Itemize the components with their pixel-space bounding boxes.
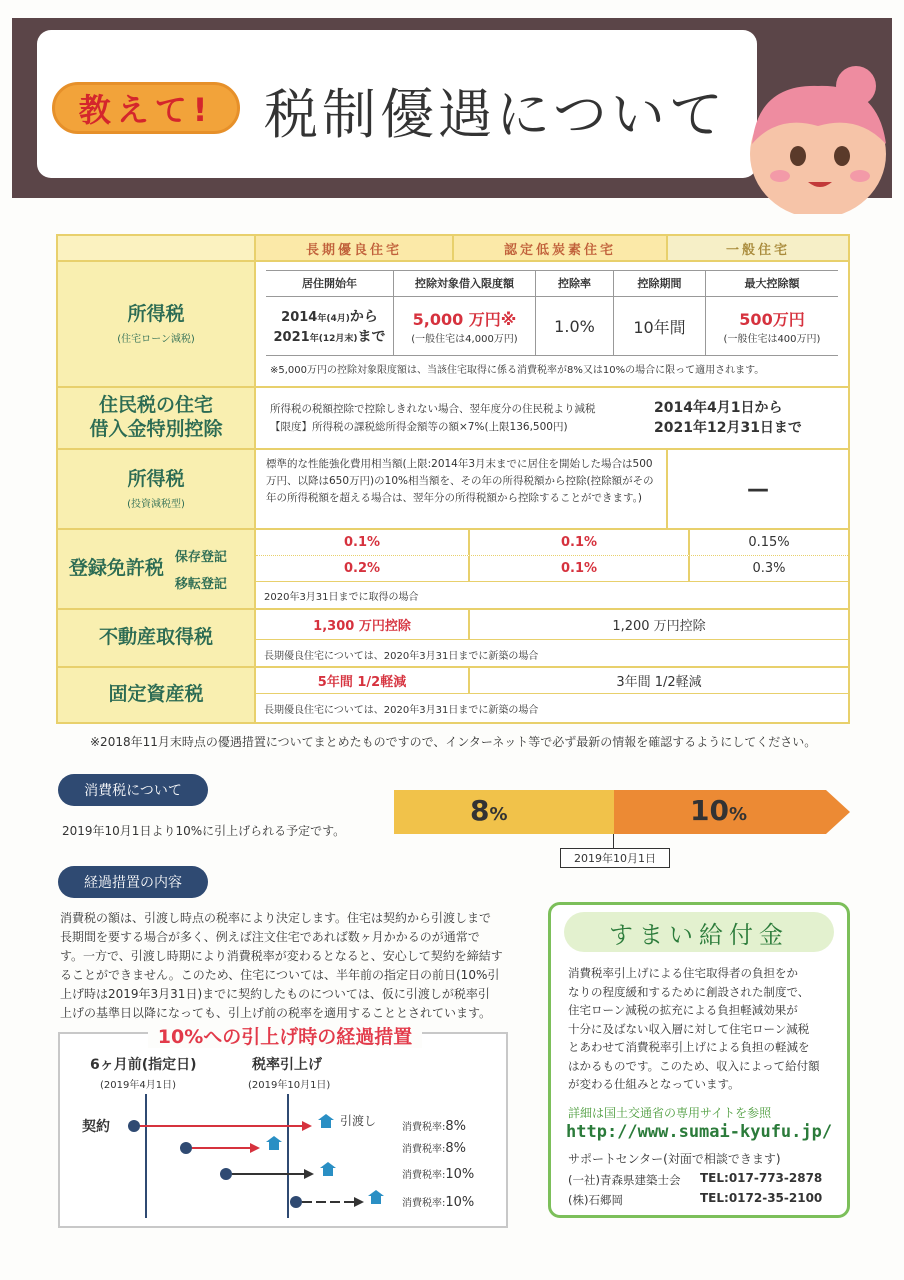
label-resident-tax-l1: 住民税の住宅 xyxy=(98,394,213,417)
reg-trans-lowcarbon: 0.1% xyxy=(470,556,690,581)
disclaimer: ※2018年11月末時点の優遇措置についてまとめたものですので、インターネット等で必ず最新の情報を確認するようにしてください。 xyxy=(90,735,817,749)
kyufu-line-4: 十分に及ばない収入層に対して住宅ローン減税 xyxy=(568,1021,810,1036)
diagram-delivery-label: 引渡し xyxy=(340,1114,377,1128)
registration-note: 2020年3月31日までに取得の場合 xyxy=(264,592,419,603)
diagram-col1-label: 6ヶ月前(指定日) xyxy=(90,1057,197,1073)
mascot-face-icon xyxy=(738,64,888,214)
col-low-carbon-housing: 認定低炭素住宅 xyxy=(454,236,668,260)
rate-row-4-value: 10% xyxy=(445,1195,475,1210)
label-income-tax: 所得税 xyxy=(127,303,185,326)
rate-row-3 xyxy=(402,1166,474,1182)
loan-start-period xyxy=(266,297,393,355)
loan-col-start xyxy=(266,271,394,355)
reg-trans-general: 0.3% xyxy=(752,561,786,576)
registration-sub-labels xyxy=(175,546,254,592)
diagram-title: 10%への引上げ時の経過措置 xyxy=(148,1022,422,1048)
period-year1: 2014 xyxy=(281,310,318,325)
kyufu-support xyxy=(568,1150,781,1167)
reg-pres-lowcarbon: 0.1% xyxy=(470,530,690,555)
transition-line-3: す。一方で、引渡し時期により消費税率が変わるとなると、安心して契約を締結す xyxy=(60,949,503,963)
prop-other: 3年間 1/2軽減 xyxy=(616,675,702,690)
period-month2: 年(12月末) xyxy=(309,334,358,344)
loan-head-max: 最大控除額 xyxy=(706,271,838,297)
income-tax-loan-content xyxy=(256,262,848,386)
row-resident-tax xyxy=(58,388,848,450)
reg-pres-long: 0.1% xyxy=(256,530,470,555)
acquisition-values xyxy=(256,610,848,640)
loan-term-value: 10年間 xyxy=(633,317,686,337)
resident-tax-date-l2: 2021年12月31日まで xyxy=(654,420,802,436)
table-header-row xyxy=(58,236,848,262)
diagram-col2-date: (2019年10月1日) xyxy=(248,1080,331,1091)
property-note: 長期優良住宅については、2020年3月31日までに新築の場合 xyxy=(264,705,539,716)
diagram-contract-label: 契約 xyxy=(82,1119,110,1135)
consumption-tax-text: 2019年10月1日より10%に引上げられる予定です。 xyxy=(62,824,346,838)
rate-after-unit: % xyxy=(728,804,748,825)
resident-tax-text-l2: 【限度】所得税の課税総所得金額等の額×7%(上限136,500円) xyxy=(270,421,568,433)
tax-rate-bar xyxy=(394,790,850,834)
loan-col-max xyxy=(706,271,838,355)
label-resident-tax-l2: 借入金特別控除 xyxy=(89,418,223,440)
transition-line-5: 上げ時は2019年3月31日)までに契約したものについては、仮に引渡しが税率引 xyxy=(60,987,490,1001)
loan-max-note: (一般住宅は400万円) xyxy=(723,334,821,345)
rate-row-1 xyxy=(402,1118,466,1134)
label-acquisition-tax: 不動産取得税 xyxy=(98,626,213,649)
resident-tax-dates xyxy=(654,398,834,438)
loan-inner-table xyxy=(266,270,838,356)
kyufu-line-6: はかるものです。このため、収入によって給付額 xyxy=(568,1058,820,1073)
kyufu-url-link[interactable]: http://www.sumai-kyufu.jp/ xyxy=(566,1122,833,1142)
reg-pres-general: 0.15% xyxy=(748,535,790,550)
row-label-property xyxy=(58,668,256,722)
transition-line-1: 消費税の額は、引渡し時点の税率により決定します。住宅は契約から引渡しまで xyxy=(60,911,492,925)
registration-row-preservation xyxy=(256,530,848,556)
loan-limit-note: (一般住宅は4,000万円) xyxy=(411,334,518,345)
row-registration-tax xyxy=(58,530,848,610)
diagram-col1-date: (2019年4月1日) xyxy=(100,1080,176,1091)
label-income-tax-sub: (住宅ローン減税) xyxy=(117,333,195,345)
col-general-housing: 一般住宅 xyxy=(668,236,848,260)
kyufu-title: すまい給付金 xyxy=(564,912,834,952)
registration-content xyxy=(256,530,848,608)
row-label-income-tax-invest xyxy=(58,450,256,528)
period-year2: 2021 xyxy=(273,330,310,345)
rate-row-2-label: 消費税率: xyxy=(402,1144,446,1155)
invest-text: 標準的な性能強化費用相当額(上限:2014年3月末までに居住を開始した場合は500万円、以降は650万円)の10%相当額を、その年の所得税額から控除(控除額がその年の所得税額を超える場合は、翌年分の所得税額から控除することができます。) xyxy=(256,450,668,528)
loan-col-rate xyxy=(536,271,614,355)
table-corner xyxy=(58,236,256,260)
teach-badge-label: 教えて! xyxy=(78,91,214,129)
loan-head-limit: 控除対象借入限度額 xyxy=(394,271,535,297)
kyufu-org1: (一社)青森県建築士会 xyxy=(568,1173,681,1187)
transition-line-4: ることができません。このため、住宅については、半年前の指定日の前日(10%引 xyxy=(60,968,500,982)
rate-row-4 xyxy=(402,1194,474,1210)
label-preservation-registration: 保存登記 xyxy=(174,550,227,565)
resident-tax-text xyxy=(270,400,654,436)
label-income-tax-invest-sub: (投資減税型) xyxy=(127,498,185,510)
invest-general: — xyxy=(747,476,769,502)
kyufu-line-5: とあわせて消費税率引上げによる負担の軽減を xyxy=(568,1040,810,1054)
rate-row-2 xyxy=(402,1140,466,1156)
row-label-resident-tax xyxy=(58,388,256,448)
rate-before-unit: % xyxy=(489,804,508,825)
transition-timeline xyxy=(58,1090,418,1220)
tax-benefit-table xyxy=(56,234,850,724)
loan-rate-value: 1.0% xyxy=(554,316,595,336)
rate-after-value: 10 xyxy=(690,794,729,827)
acquisition-content xyxy=(256,610,848,666)
kyufu-line-3: 住宅ローン減税の拡充による負担軽減効果が xyxy=(568,1003,798,1017)
resident-tax-date-l1: 2014年4月1日から xyxy=(654,400,783,416)
row-label-income-tax-loan xyxy=(58,262,256,386)
rate-row-2-value: 8% xyxy=(445,1141,466,1156)
row-income-tax-invest xyxy=(58,450,848,530)
row-acquisition-tax xyxy=(58,610,848,668)
rate-row-3-value: 10% xyxy=(445,1167,475,1182)
income-tax-invest-content xyxy=(256,450,848,528)
row-label-acquisition xyxy=(58,610,256,666)
col-long-term-housing: 長期優良住宅 xyxy=(256,236,454,260)
resident-tax-text-l1: 所得税の税額控除で控除しきれない場合、翌年度分の住民税より減税 xyxy=(270,403,596,415)
kyufu-line-2: なりの程度緩和するために創設された制度で、 xyxy=(568,984,810,999)
loan-head-rate: 控除率 xyxy=(536,271,613,297)
acq-long: 1,300 万円控除 xyxy=(256,610,470,639)
rate-row-1-label: 消費税率: xyxy=(402,1122,446,1133)
label-registration: 登録免許税 xyxy=(68,557,164,580)
kyufu-tel1: TEL:017-773-2878 xyxy=(700,1171,823,1185)
registration-row-transfer xyxy=(256,556,848,582)
row-property-tax xyxy=(58,668,848,722)
acquisition-note: 長期優良住宅については、2020年3月31日までに新築の場合 xyxy=(264,651,539,662)
loan-col-limit xyxy=(394,271,536,355)
kyufu-tel2: TEL:0172-35-2100 xyxy=(700,1191,823,1205)
acq-other: 1,200 万円控除 xyxy=(612,619,706,634)
kyufu-detail: 詳細は国土交通省の専用サイトを参照 xyxy=(568,1106,772,1120)
label-income-tax-invest: 所得税 xyxy=(127,468,185,491)
teach-badge xyxy=(52,82,240,134)
page-title: 税制優遇について xyxy=(264,83,727,146)
kyufu-support-note: (対面で相談できます) xyxy=(663,1152,781,1166)
rate-before xyxy=(470,794,508,827)
transition-line-2: 長期間を要する場合が多く、例えば注文住宅であれば数ヶ月かかるのが通常で xyxy=(60,930,480,944)
resident-tax-content xyxy=(256,388,848,448)
prop-long: 5年間 1/2軽減 xyxy=(256,668,470,693)
transition-line-6: 上げの基準日以降になっても、引上げ前の税率を適用することとされています。 xyxy=(60,1006,492,1020)
kyufu-line-1: 消費税率引上げによる住宅取得者の負担をか xyxy=(568,966,798,980)
rate-change-date: 2019年10月1日 xyxy=(560,848,670,868)
kyufu-line-7: が変わる仕組みとなっています。 xyxy=(568,1077,740,1091)
loan-head-term: 控除期間 xyxy=(614,271,705,297)
property-values xyxy=(256,668,848,694)
kyufu-org2: (株)石郷岡 xyxy=(568,1193,623,1207)
row-income-tax-loan xyxy=(58,262,848,388)
transition-paragraph xyxy=(60,909,530,1023)
period-month1: 年(4月) xyxy=(317,314,350,324)
rate-row-4-label: 消費税率: xyxy=(402,1198,446,1209)
loan-head-start: 居住開始年 xyxy=(266,271,393,297)
row-label-registration xyxy=(58,530,256,608)
rate-before-value: 8 xyxy=(470,794,490,827)
loan-col-term xyxy=(614,271,706,355)
transition-pill: 経過措置の内容 xyxy=(58,866,208,898)
kyufu-text xyxy=(568,964,838,1094)
rate-row-3-label: 消費税率: xyxy=(402,1170,446,1181)
label-property-tax: 固定資産税 xyxy=(108,683,204,706)
loan-max-value: 500万円 xyxy=(739,310,805,329)
consumption-tax-pill: 消費税について xyxy=(58,774,208,806)
loan-max-cell xyxy=(706,297,838,355)
rate-row-1-value: 8% xyxy=(445,1119,466,1134)
reg-trans-long: 0.2% xyxy=(256,556,470,581)
rate-after xyxy=(690,794,747,827)
rate-date-tick xyxy=(613,834,614,848)
period-from: から xyxy=(349,309,378,325)
loan-footnote: ※5,000万円の控除対象限度額は、当該住宅取得に係る消費税率が8%又は10%の場合に限って適用されます。 xyxy=(270,365,765,376)
loan-limit-value: 5,000 万円※ xyxy=(412,310,517,329)
label-transfer-registration: 移転登記 xyxy=(174,577,227,592)
loan-limit-cell xyxy=(394,297,535,355)
period-until: まで xyxy=(357,329,386,345)
kyufu-support-label: サポートセンター xyxy=(568,1152,664,1166)
property-content xyxy=(256,668,848,722)
diagram-col2-label: 税率引上げ xyxy=(252,1057,322,1073)
